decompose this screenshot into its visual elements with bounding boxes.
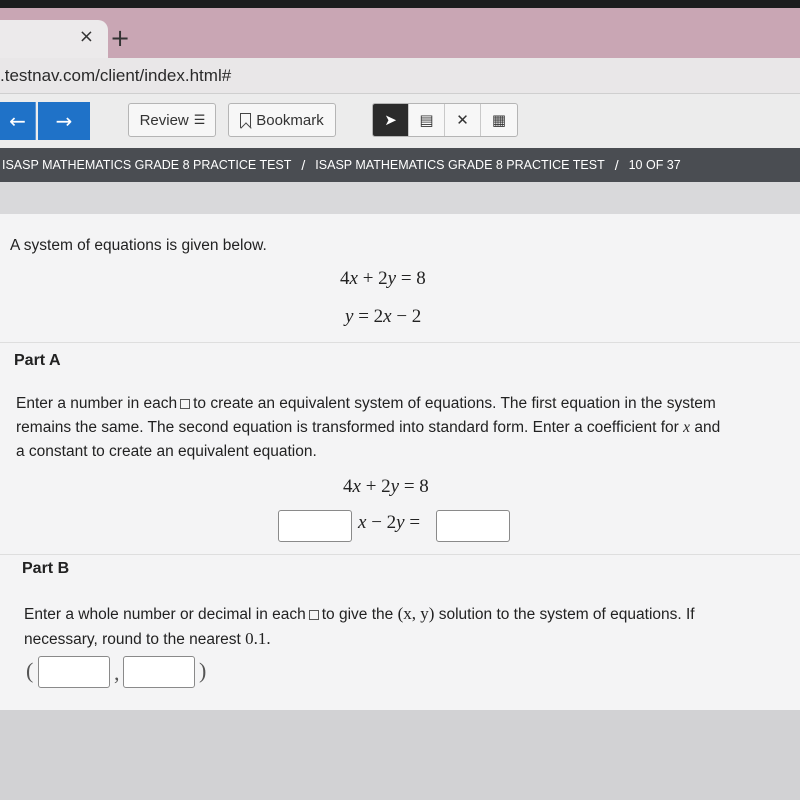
calculator-tool-button[interactable] [481, 104, 517, 136]
question-intro: A system of equations is given below. [10, 237, 267, 254]
bookmark-label: Bookmark [256, 111, 324, 129]
system-equation-2: y = 2x − 2 [345, 306, 422, 327]
address-bar[interactable] [0, 58, 800, 94]
tab-bar [0, 8, 800, 58]
part-b-line-2: necessary, round to the nearest 0.1. [24, 629, 271, 648]
eliminator-tool-button[interactable] [445, 104, 481, 136]
close-paren: ) [199, 658, 207, 683]
tool-group [372, 103, 518, 137]
next-button[interactable] [38, 102, 90, 140]
divider [0, 342, 800, 343]
part-b-title: Part B [22, 560, 70, 577]
breadcrumb-section-name[interactable]: ISASP MATHEMATICS GRADE 8 PRACTICE TEST [315, 158, 605, 172]
note-tool-button[interactable] [409, 104, 445, 136]
pointer-tool-button[interactable] [373, 104, 409, 136]
question-panel [0, 214, 800, 710]
system-equation-1: 4x + 2y = 8 [340, 268, 426, 289]
pointer-icon: ➤ [384, 111, 397, 129]
bookmark-button[interactable] [228, 103, 336, 137]
part-a-line-1: Enter a number in each to create an equivalent system of equations. The first equation in the system [16, 395, 716, 412]
review-button[interactable] [128, 103, 216, 137]
part-a-line-2: remains the same. The second equation is transformed into standard form. Enter a coefficient for x and [16, 419, 721, 436]
page-bottom-area [0, 710, 800, 800]
breadcrumb [0, 148, 800, 182]
part-a-equation-1: 4x + 2y = 8 [343, 476, 429, 497]
part-b-line-1: Enter a whole number or decimal in each to give the (x, y) solution to the system of equations. If [24, 604, 695, 623]
list-icon: ☰ [193, 112, 205, 128]
window-top-strip [0, 0, 800, 8]
note-icon: ▤ [419, 111, 434, 129]
part-a-instructions [16, 392, 786, 464]
comma: , [114, 660, 120, 685]
answer-box-icon [180, 399, 190, 409]
part-a-equation-2-middle: x − 2y = [358, 512, 421, 533]
browser-tab[interactable] [0, 20, 108, 58]
part-b-instructions [24, 602, 784, 652]
part-a-title: Part A [14, 352, 61, 369]
coefficient-input[interactable] [278, 510, 352, 542]
review-label: Review [139, 111, 189, 129]
calculator-icon: ▦ [491, 111, 507, 129]
test-toolbar [0, 94, 800, 148]
y-value-input[interactable] [123, 656, 195, 688]
new-tab-icon[interactable]: + [110, 24, 131, 52]
content-top-gap [0, 182, 800, 214]
divider [0, 554, 800, 555]
close-tab-icon[interactable]: × [78, 26, 94, 47]
arrow-left-icon: ← [9, 109, 26, 133]
breadcrumb-separator: / [301, 157, 306, 173]
x-value-input[interactable] [38, 656, 110, 688]
breadcrumb-separator: / [614, 157, 619, 173]
url-text[interactable]: .testnav.com/client/index.html# [0, 66, 232, 85]
part-a-line-3: a constant to create an equivalent equation. [16, 443, 317, 460]
open-paren: ( [26, 658, 34, 683]
constant-input[interactable] [436, 510, 510, 542]
answer-box-icon [309, 610, 319, 620]
question-counter: 10 OF 37 [628, 158, 681, 172]
back-button[interactable] [0, 102, 36, 140]
eliminator-icon: ✕ [456, 111, 469, 129]
bookmark-icon [240, 113, 251, 128]
breadcrumb-test-name[interactable]: ISASP MATHEMATICS GRADE 8 PRACTICE TEST [2, 158, 292, 172]
arrow-right-icon: → [55, 109, 73, 133]
